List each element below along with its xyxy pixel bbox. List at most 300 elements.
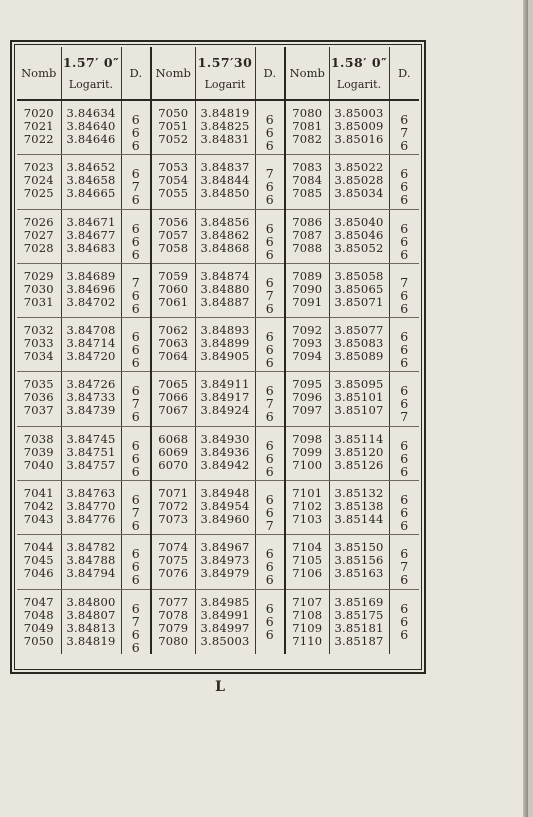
difference-value: 6 (400, 396, 409, 412)
logarithm-value: 3.85040 (334, 214, 384, 229)
difference-value: 6 (400, 287, 409, 303)
nomb-value: 7056 (158, 214, 189, 229)
logarithm-value: 3.84954 (200, 499, 250, 514)
difference-value: 7 (131, 274, 140, 290)
logarithm-value: 3.85181 (334, 620, 384, 635)
logarithm-value: 3.84819 (200, 106, 250, 120)
logarithm-value: 3.84720 (66, 349, 116, 364)
nomb-value: 7062 (158, 323, 189, 338)
logarithm-value: 3.84991 (200, 607, 250, 622)
difference-value: 6 (265, 409, 274, 425)
difference-value: 6 (265, 626, 274, 642)
difference-value: 6 (265, 138, 274, 153)
header-difference: D. (121, 47, 151, 100)
difference-value: 6 (131, 355, 140, 371)
nomb-value: 7064 (158, 349, 189, 364)
difference-value: 6 (400, 463, 409, 479)
nomb-value: 7051 (158, 119, 189, 133)
logarithm-value: 3.84979 (200, 566, 250, 581)
nomb-value: 7086 (292, 214, 323, 229)
nomb-value: 7080 (292, 106, 323, 120)
header-nomb: Nomb (151, 47, 195, 100)
difference-value: 6 (265, 613, 274, 629)
difference-value: 6 (131, 463, 140, 479)
table-row-group (17, 372, 419, 426)
nomb-value: 7046 (23, 566, 54, 581)
difference-value: 6 (400, 300, 409, 316)
nomb-value: 7102 (292, 499, 323, 514)
nomb-value: 7066 (158, 390, 189, 405)
difference-value: 6 (131, 437, 140, 453)
logarithm-value: 3.85175 (334, 607, 384, 622)
difference-value: 6 (265, 355, 274, 371)
logarithm-value: 3.84819 (66, 633, 116, 648)
nomb-value: 7103 (292, 512, 323, 527)
table-row-group (17, 100, 419, 155)
difference-value: 6 (400, 329, 409, 345)
difference-value: 6 (400, 112, 409, 127)
header-logarithm: 1.58′ 0″ Logarit. (329, 47, 389, 100)
difference-value: 7 (400, 125, 409, 140)
difference-value: 6 (131, 166, 140, 182)
logarithm-value: 3.84776 (66, 512, 116, 527)
logarithm-value: 3.84726 (66, 377, 116, 392)
logarithm-value: 3.85009 (334, 119, 384, 133)
difference-value: 6 (265, 246, 274, 262)
difference-value: 6 (265, 437, 274, 453)
difference-value: 6 (400, 355, 409, 371)
nomb-value: 7042 (23, 499, 54, 514)
logarithm-value: 3.85150 (334, 540, 384, 555)
logarithm-value: 3.84757 (66, 457, 116, 472)
difference-value: 6 (400, 192, 409, 208)
difference-value: 6 (400, 626, 409, 642)
nomb-value: 7033 (23, 336, 54, 351)
difference-value: 7 (131, 396, 140, 412)
nomb-value: 7101 (292, 486, 323, 501)
nomb-value: 7040 (23, 457, 54, 472)
logarithm-value: 3.84813 (66, 620, 116, 635)
nomb-value: 7110 (292, 633, 323, 648)
difference-value: 6 (265, 220, 274, 236)
table-row-group (17, 426, 419, 480)
logarithm-value: 3.85058 (334, 268, 384, 283)
logarithm-value: 3.85003 (200, 633, 250, 648)
difference-value: 6 (265, 274, 274, 290)
nomb-value: 7096 (292, 390, 323, 405)
logarithm-value: 3.85003 (334, 106, 384, 120)
nomb-value: 7076 (158, 566, 189, 581)
nomb-value: 7109 (292, 620, 323, 635)
difference-value: 6 (131, 192, 140, 208)
nomb-value: 7050 (158, 106, 189, 120)
difference-value: 6 (400, 600, 409, 616)
page-edge (523, 0, 528, 817)
logarithm-value: 3.84942 (200, 457, 250, 472)
difference-value: 6 (131, 342, 140, 358)
nomb-value: 7029 (23, 268, 54, 283)
logarithm-value: 3.84837 (200, 160, 250, 175)
logarithm-value: 3.84917 (200, 390, 250, 405)
difference-value: 6 (131, 220, 140, 236)
nomb-value: 7032 (23, 323, 54, 338)
logarithm-value: 3.84856 (200, 214, 250, 229)
nomb-value: 7054 (158, 173, 189, 188)
nomb-value: 6069 (158, 444, 189, 459)
difference-value: 7 (265, 518, 274, 534)
difference-value: 6 (400, 246, 409, 262)
nomb-value: 7023 (23, 160, 54, 175)
difference-value: 6 (265, 572, 274, 588)
nomb-value: 7079 (158, 620, 189, 635)
nomb-value: 7038 (23, 431, 54, 446)
logarithm-value: 3.85138 (334, 499, 384, 514)
nomb-value: 7095 (292, 377, 323, 392)
logarithm-value: 3.85187 (334, 633, 384, 648)
nomb-value: 7105 (292, 553, 323, 568)
difference-value: 6 (131, 246, 140, 262)
logarithm-value: 3.85022 (334, 160, 384, 175)
difference-value: 6 (400, 546, 409, 562)
difference-value: 6 (400, 492, 409, 508)
difference-value: 6 (131, 233, 140, 249)
difference-value: 6 (131, 300, 140, 316)
nomb-value: 7067 (158, 403, 189, 418)
logarithm-value: 3.84689 (66, 268, 116, 283)
logarithm-value: 3.84658 (66, 173, 116, 188)
logarithm-value: 3.85046 (334, 227, 384, 242)
nomb-value: 7031 (23, 294, 54, 309)
logarithm-value: 3.85016 (334, 132, 384, 146)
logarithm-value: 3.85052 (334, 240, 384, 255)
nomb-value: 7090 (292, 281, 323, 296)
difference-value: 6 (131, 409, 140, 425)
difference-value: 6 (131, 639, 140, 655)
nomb-value: 7074 (158, 540, 189, 555)
logarithm-value: 3.85120 (334, 444, 384, 459)
logarithm-value: 3.84788 (66, 553, 116, 568)
nomb-value: 7049 (23, 620, 54, 635)
nomb-value: 7021 (23, 119, 54, 133)
logarithm-value: 3.85071 (334, 294, 384, 309)
logarithm-table (17, 47, 419, 654)
logarithm-value: 3.84831 (200, 132, 250, 146)
nomb-value: 7047 (23, 594, 54, 609)
difference-value: 6 (265, 450, 274, 466)
nomb-value: 6070 (158, 457, 189, 472)
difference-value: 7 (131, 505, 140, 521)
logarithm-value: 3.84745 (66, 431, 116, 446)
difference-value: 7 (265, 396, 274, 412)
nomb-value: 7084 (292, 173, 323, 188)
logarithm-value: 3.84844 (200, 173, 250, 188)
logarithm-value: 3.84880 (200, 281, 250, 296)
nomb-value: 7107 (292, 594, 323, 609)
table-row-group (17, 318, 419, 372)
difference-value: 6 (265, 492, 274, 508)
nomb-value: 7077 (158, 594, 189, 609)
logarithm-value: 3.84696 (66, 281, 116, 296)
nomb-value: 7073 (158, 512, 189, 527)
nomb-value: 7092 (292, 323, 323, 338)
logarithm-value: 3.84646 (66, 132, 116, 146)
difference-value: 6 (131, 125, 140, 140)
difference-value: 6 (265, 233, 274, 249)
difference-value: 6 (265, 546, 274, 562)
logarithm-value: 3.84714 (66, 336, 116, 351)
nomb-value: 7030 (23, 281, 54, 296)
difference-value: 6 (265, 300, 274, 316)
nomb-value: 7043 (23, 512, 54, 527)
logarithm-value: 3.84868 (200, 240, 250, 255)
logarithm-value: 3.84733 (66, 390, 116, 405)
logarithm-value: 3.84652 (66, 160, 116, 175)
difference-value: 7 (400, 274, 409, 290)
logarithm-value: 3.84739 (66, 403, 116, 418)
header-difference: D. (255, 47, 285, 100)
nomb-value: 7060 (158, 281, 189, 296)
difference-value: 6 (400, 342, 409, 358)
nomb-value: 7057 (158, 227, 189, 242)
header-logarithm: 1.57′ 0″ Logarit. (61, 47, 121, 100)
difference-value: 6 (400, 572, 409, 588)
logarithm-value: 3.84708 (66, 323, 116, 338)
nomb-value: 7035 (23, 377, 54, 392)
nomb-value: 7052 (158, 132, 189, 146)
logarithm-value: 3.84893 (200, 323, 250, 338)
nomb-value: 7083 (292, 160, 323, 175)
header-row (17, 47, 419, 100)
nomb-value: 7058 (158, 240, 189, 255)
nomb-value: 7106 (292, 566, 323, 581)
logarithm-value: 3.84924 (200, 403, 250, 418)
logarithm-value: 3.84985 (200, 594, 250, 609)
difference-value: 7 (265, 287, 274, 303)
difference-value: 7 (131, 613, 140, 629)
difference-value: 6 (131, 518, 140, 534)
difference-value: 7 (131, 179, 140, 195)
nomb-value: 7028 (23, 240, 54, 255)
logarithm-value: 3.85028 (334, 173, 384, 188)
difference-value: 6 (131, 492, 140, 508)
table-row-group (17, 535, 419, 589)
nomb-value: 7087 (292, 227, 323, 242)
difference-value: 6 (400, 437, 409, 453)
signature-mark: L (215, 679, 225, 695)
nomb-value: 7099 (292, 444, 323, 459)
nomb-value: 7108 (292, 607, 323, 622)
nomb-value: 7024 (23, 173, 54, 188)
logarithm-value: 3.84936 (200, 444, 250, 459)
table-frame (10, 40, 426, 674)
logarithm-value: 3.85101 (334, 390, 384, 405)
logarithm-value: 3.85089 (334, 349, 384, 364)
difference-value: 6 (400, 138, 409, 153)
difference-value: 6 (400, 166, 409, 182)
difference-value: 6 (131, 112, 140, 127)
difference-value: 6 (265, 125, 274, 140)
difference-value: 6 (265, 179, 274, 195)
logarithm-value: 3.85144 (334, 512, 384, 527)
difference-value: 6 (131, 138, 140, 153)
difference-value: 6 (131, 600, 140, 616)
logarithm-value: 3.84911 (200, 377, 250, 392)
nomb-value: 7048 (23, 607, 54, 622)
logarithm-value: 3.85095 (334, 377, 384, 392)
logarithm-value: 3.85126 (334, 457, 384, 472)
table-row-group (17, 589, 419, 654)
logarithm-value: 3.84850 (200, 186, 250, 201)
logarithm-value: 3.84862 (200, 227, 250, 242)
difference-value: 6 (265, 329, 274, 345)
logarithm-value: 3.85077 (334, 323, 384, 338)
table-row-group (17, 481, 419, 535)
nomb-value: 6068 (158, 431, 189, 446)
difference-value: 6 (265, 383, 274, 399)
nomb-value: 7065 (158, 377, 189, 392)
logarithm-value: 3.85132 (334, 486, 384, 501)
nomb-value: 7022 (23, 132, 54, 146)
difference-value: 6 (131, 450, 140, 466)
logarithm-value: 3.85169 (334, 594, 384, 609)
logarithm-value: 3.85083 (334, 336, 384, 351)
logarithm-value: 3.85114 (334, 431, 384, 446)
difference-value: 7 (400, 409, 409, 425)
nomb-value: 7045 (23, 553, 54, 568)
table-row-group (17, 155, 419, 209)
difference-value: 6 (131, 572, 140, 588)
header-nomb: Nomb (17, 47, 61, 100)
logarithm-value: 3.84665 (66, 186, 116, 201)
logarithm-value: 3.84874 (200, 268, 250, 283)
nomb-value: 7037 (23, 403, 54, 418)
nomb-value: 7104 (292, 540, 323, 555)
nomb-value: 7020 (23, 106, 54, 120)
difference-value: 6 (131, 329, 140, 345)
logarithm-value: 3.84782 (66, 540, 116, 555)
difference-value: 6 (400, 220, 409, 236)
header-difference: D. (389, 47, 419, 100)
header-nomb: Nomb (285, 47, 329, 100)
logarithm-value: 3.84683 (66, 240, 116, 255)
header-logarithm: 1.57′30 Logarit (195, 47, 255, 100)
nomb-value: 7075 (158, 553, 189, 568)
logarithm-value: 3.84702 (66, 294, 116, 309)
nomb-value: 7094 (292, 349, 323, 364)
logarithm-value: 3.85156 (334, 553, 384, 568)
difference-value: 6 (265, 192, 274, 208)
nomb-value: 7041 (23, 486, 54, 501)
logarithm-value: 3.84671 (66, 214, 116, 229)
nomb-value: 7078 (158, 607, 189, 622)
difference-value: 6 (131, 287, 140, 303)
difference-value: 6 (131, 546, 140, 562)
nomb-value: 7050 (23, 633, 54, 648)
nomb-value: 7100 (292, 457, 323, 472)
logarithm-value: 3.84794 (66, 566, 116, 581)
logarithm-value: 3.84751 (66, 444, 116, 459)
difference-value: 6 (400, 383, 409, 399)
nomb-value: 7036 (23, 390, 54, 405)
difference-value: 7 (400, 559, 409, 575)
difference-value: 6 (400, 613, 409, 629)
nomb-value: 7098 (292, 431, 323, 446)
nomb-value: 7053 (158, 160, 189, 175)
logarithm-value: 3.84807 (66, 607, 116, 622)
logarithm-value: 3.84899 (200, 336, 250, 351)
nomb-value: 7082 (292, 132, 323, 146)
difference-value: 6 (265, 112, 274, 127)
difference-value: 6 (131, 559, 140, 575)
logarithm-value: 3.84770 (66, 499, 116, 514)
nomb-value: 7097 (292, 403, 323, 418)
difference-value: 6 (265, 342, 274, 358)
nomb-value: 7091 (292, 294, 323, 309)
nomb-value: 7072 (158, 499, 189, 514)
logarithm-value: 3.85107 (334, 403, 384, 418)
logarithm-value: 3.84634 (66, 106, 116, 120)
logarithm-value: 3.85034 (334, 186, 384, 201)
logarithm-value: 3.85065 (334, 281, 384, 296)
logarithm-value: 3.84967 (200, 540, 250, 555)
nomb-value: 7071 (158, 486, 189, 501)
difference-value: 6 (400, 505, 409, 521)
difference-value: 6 (265, 505, 274, 521)
nomb-value: 7081 (292, 119, 323, 133)
difference-value: 6 (400, 518, 409, 534)
nomb-value: 7039 (23, 444, 54, 459)
nomb-value: 7055 (158, 186, 189, 201)
logarithm-value: 3.84800 (66, 594, 116, 609)
nomb-value: 7085 (292, 186, 323, 201)
logarithm-value: 3.84973 (200, 553, 250, 568)
logarithm-value: 3.84930 (200, 431, 250, 446)
difference-value: 6 (400, 179, 409, 195)
logarithm-value: 3.84677 (66, 227, 116, 242)
logarithm-value: 3.84997 (200, 620, 250, 635)
table-row-group (17, 263, 419, 317)
logarithm-value: 3.84640 (66, 119, 116, 133)
difference-value: 6 (265, 463, 274, 479)
difference-value: 6 (265, 600, 274, 616)
difference-value: 6 (400, 233, 409, 249)
logarithm-value: 3.84960 (200, 512, 250, 527)
difference-value: 6 (131, 383, 140, 399)
nomb-value: 7025 (23, 186, 54, 201)
logarithm-value: 3.84887 (200, 294, 250, 309)
difference-value: 6 (265, 559, 274, 575)
difference-value: 7 (265, 166, 274, 182)
difference-value: 6 (400, 450, 409, 466)
table-row-group (17, 209, 419, 263)
logarithm-value: 3.85163 (334, 566, 384, 581)
logarithm-value: 3.84825 (200, 119, 250, 133)
nomb-value: 7063 (158, 336, 189, 351)
nomb-value: 7080 (158, 633, 189, 648)
difference-value: 6 (131, 626, 140, 642)
nomb-value: 7044 (23, 540, 54, 555)
nomb-value: 7088 (292, 240, 323, 255)
nomb-value: 7093 (292, 336, 323, 351)
nomb-value: 7061 (158, 294, 189, 309)
nomb-value: 7089 (292, 268, 323, 283)
nomb-value: 7026 (23, 214, 54, 229)
logarithm-value: 3.84948 (200, 486, 250, 501)
nomb-value: 7059 (158, 268, 189, 283)
nomb-value: 7027 (23, 227, 54, 242)
nomb-value: 7034 (23, 349, 54, 364)
logarithm-value: 3.84905 (200, 349, 250, 364)
